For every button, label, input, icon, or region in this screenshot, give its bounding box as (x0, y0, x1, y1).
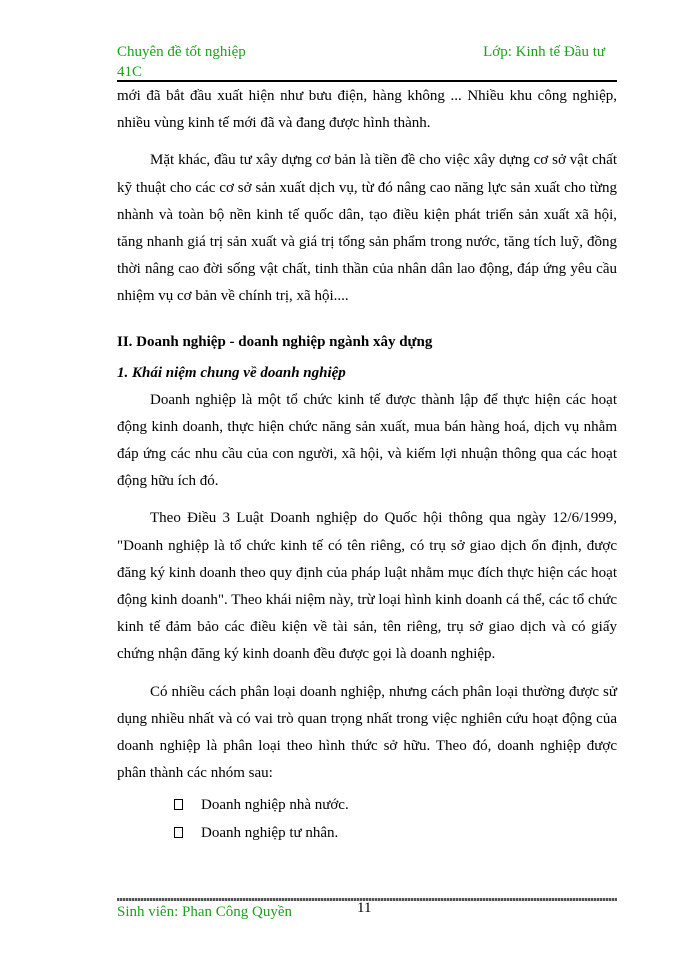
square-bullet-icon (174, 799, 183, 810)
list-item (117, 791, 617, 819)
section-heading: II. Doanh nghiệp - doanh nghiệp ngành xây dựng (117, 333, 433, 350)
page-header (117, 42, 617, 82)
document-body (117, 83, 617, 847)
header-class-label: Lớp: Kinh tế Đầu tư (483, 44, 605, 60)
page-number: 11 (357, 900, 372, 916)
header-course-title: Chuyên đề tốt nghiệp (117, 44, 246, 60)
paragraph: Theo Điều 3 Luật Doanh nghiệp do Quốc hội thông qua ngày 12/6/1999, "Doanh nghiệp là tổ chức kinh tế có tên riêng, có trụ sở giao dịch ổn định, được đăng ký kinh doanh theo quy định của pháp luật nhằm mục đích thực hiện các hoạt động kinh doanh". Theo khái niệm này, trừ loại hình kinh doanh cá thể, các tổ chức kinh tế đảm bảo các điều kiện về tài sản, tên riêng, trụ sở giao dịch và có giấy chứng nhận đăng ký kinh doanh đều được gọi là doanh nghiệp. (117, 510, 617, 663)
list-item-text: Doanh nghiệp nhà nước. (201, 797, 349, 814)
footer-student-name: Sinh viên: Phan Công Quyền (117, 904, 292, 920)
header-left (117, 42, 246, 82)
header-divider (117, 80, 617, 82)
paragraph: Doanh nghiệp là một tổ chức kinh tế được thành lập để thực hiện các hoạt động kinh doanh, thực hiện chức năng sản xuất, mua bán hàng hoá, dịch vụ nhằm đáp ứng các nhu cầu của con người, xã hội, và kiếm lợi nhuận thông qua các hoạt động hữu ích đó. (117, 391, 617, 490)
paragraph: mới đã bắt đầu xuất hiện như bưu điện, hàng không ... Nhiều khu công nghiệp, nhiều vùng kinh tế mới đã và đang được hình thành. (117, 88, 617, 132)
subsection-heading: 1. Khái niệm chung về doanh nghiệp (117, 364, 346, 381)
list-item-text: Doanh nghiệp tư nhân. (201, 825, 339, 842)
square-bullet-icon (174, 827, 183, 838)
bullet-list (117, 791, 617, 847)
paragraph: Có nhiều cách phân loại doanh nghiệp, nhưng cách phân loại thường được sử dụng nhiều nhất và có vai trò quan trọng nhất trong việc nghiên cứu hoạt động của doanh nghiệp là phân loại theo hình thức sở hữu. Theo đó, doanh nghiệp được phân thành các nhóm sau: (117, 683, 617, 782)
paragraph: Mặt khác, đầu tư xây dựng cơ bản là tiền đề cho việc xây dựng cơ sở vật chất kỹ thuật cho các cơ sở sản xuất dịch vụ, từ đó nâng cao năng lực sản xuất cho từng nhành và toàn bộ nền kinh tế quốc dân, tạo điều kiện phát triển sản xuất xã hội, tăng nhanh giá trị sản xuất và giá trị tổng sản phẩm trong nước, tăng tích luỹ, đồng thời nâng cao đời sống vật chất, tinh thần của nhân dân lao động, đáp ứng yêu cầu nhiệm vụ cơ bản về chính trị, xã hội.... (117, 152, 617, 305)
header-class-code: 41C (117, 64, 143, 80)
list-item (117, 819, 617, 847)
